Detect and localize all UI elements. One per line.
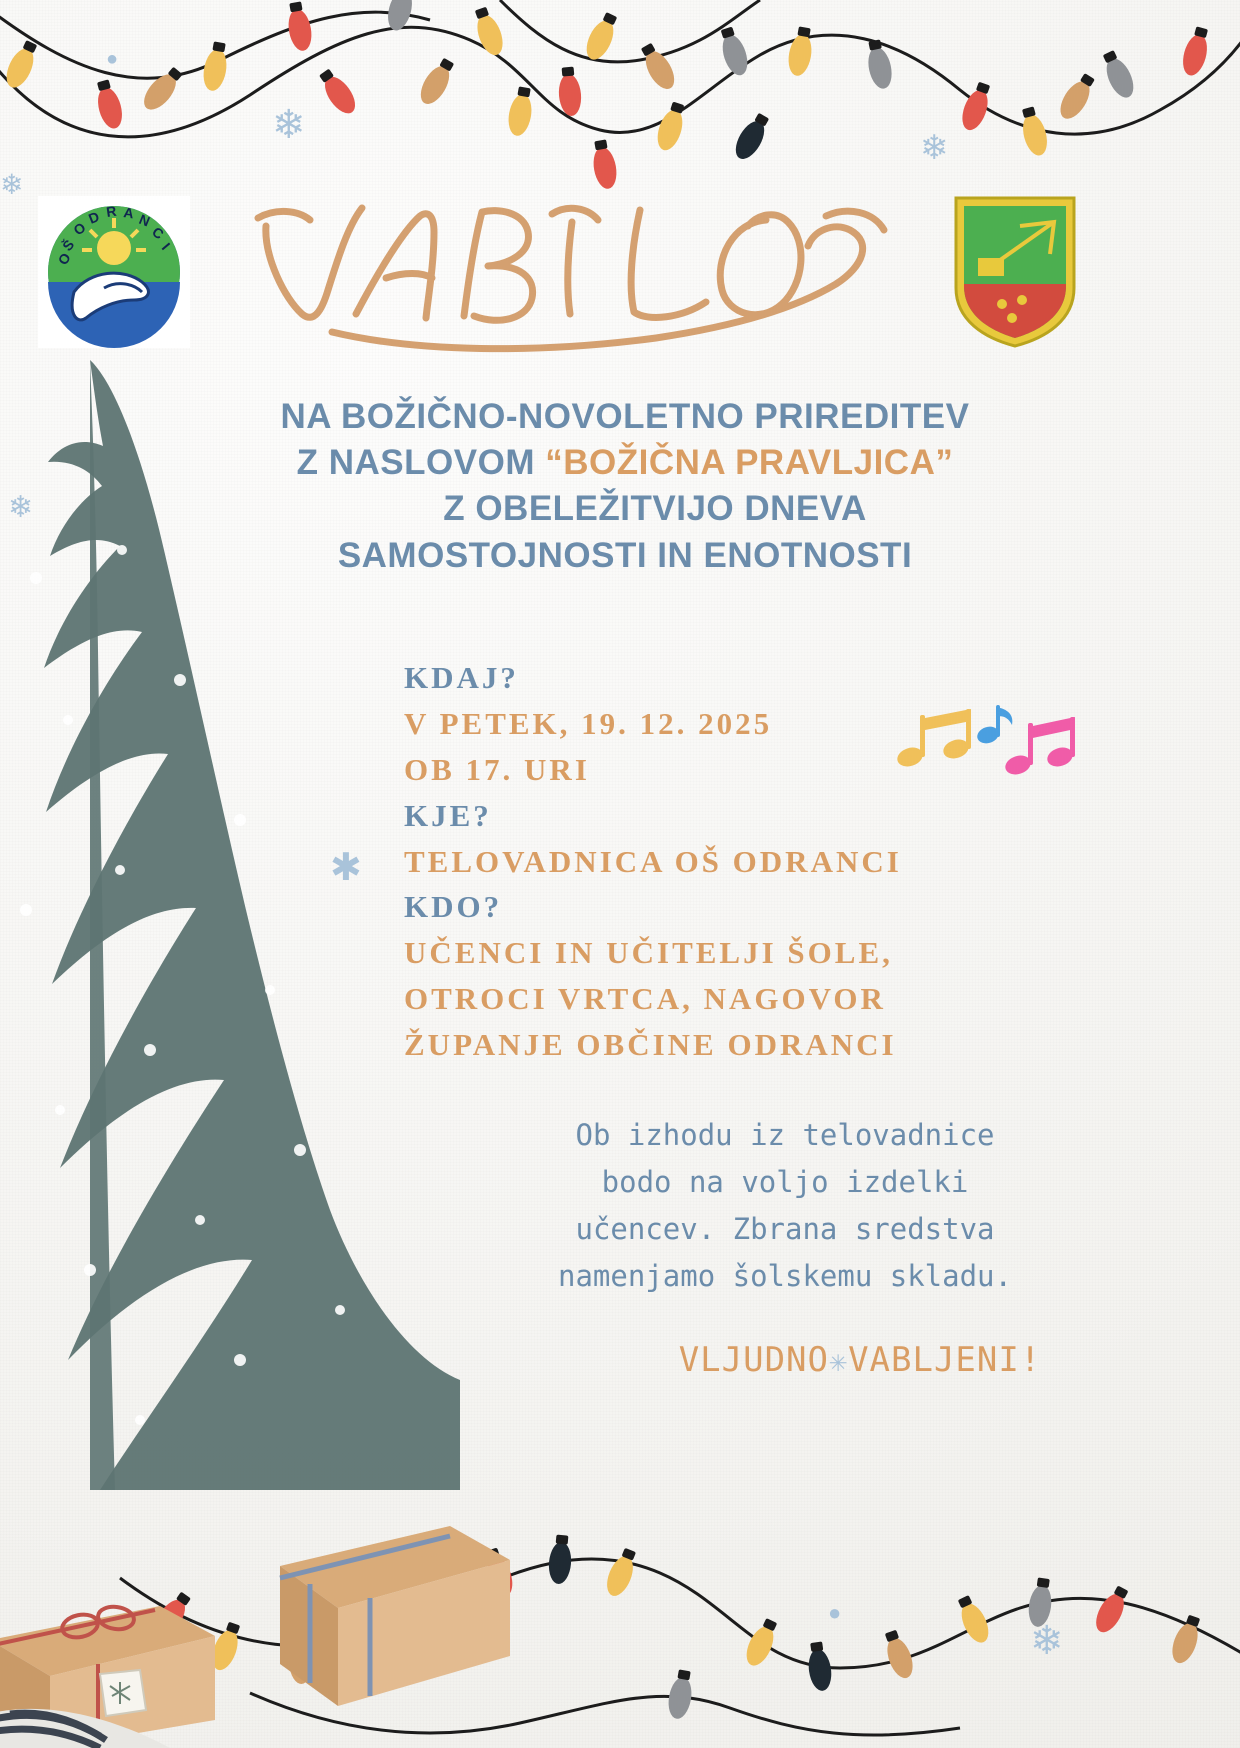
closing-left: VLJUDNO: [678, 1340, 829, 1380]
municipality-coat-of-arms: [950, 192, 1080, 352]
svg-text:I: I: [158, 239, 174, 253]
note-line-1: Ob izhodu iz telovadnice: [575, 1118, 995, 1152]
snowflake-icon: ❄: [920, 129, 949, 167]
svg-text:A: A: [122, 204, 135, 222]
who-value-1: UČENCI IN UČITELJI ŠOLE,: [404, 935, 893, 971]
snowflake-icon: ❄: [8, 491, 34, 524]
when-value-date: V PETEK, 19. 12. 2025: [404, 705, 773, 741]
page-title: [236, 186, 916, 356]
who-value-3: ŽUPANJE OBČINE ODRANCI: [404, 1027, 897, 1062]
school-logo: [38, 196, 190, 348]
svg-text:D: D: [86, 208, 102, 227]
when-label: KDAJ?: [404, 660, 519, 695]
headline-block: [150, 394, 1100, 579]
gift-boxes-icon: [0, 1448, 520, 1748]
snowflake-icon: ✳: [829, 1344, 849, 1379]
snowflake-icon: ●: [828, 1600, 842, 1625]
svg-text:O: O: [54, 250, 74, 268]
headline-line-2: [150, 440, 1100, 486]
note-line-2: bodo na voljo izdelki: [601, 1164, 969, 1199]
snowflake-icon: ✱: [330, 847, 362, 889]
svg-text:Š: Š: [59, 236, 78, 254]
string-lights-icon: [0, 0, 1240, 210]
headline-line-2-prefix: Z NASLOVOM: [296, 443, 546, 483]
music-notes-icon: [896, 705, 1076, 775]
headline-line-4: SAMOSTOJNOSTI IN ENOTNOSTI: [337, 535, 913, 575]
where-label: KJE?: [404, 797, 492, 833]
when-value-time: OB 17. URI: [404, 751, 590, 787]
snowflake-icon: ❄: [272, 103, 306, 147]
note-line-3: učencev. Zbrana sredstva: [575, 1211, 995, 1246]
headline-line-3: Z OBELEŽITVIJO DNEVA: [443, 489, 867, 529]
note-block: [480, 1112, 1090, 1300]
headline-line-1: NA BOŽIČNO-NOVOLETNO PRIREDITEV: [280, 397, 970, 436]
svg-text:O: O: [70, 219, 89, 239]
where-value: TELOVADNICA OŠ ODRANCI: [404, 843, 902, 879]
svg-text:N: N: [136, 210, 153, 230]
headline-event-name: “BOŽIČNA PRAVLJICA”: [545, 443, 954, 483]
closing-line: [620, 1340, 1100, 1380]
closing-right: VABLJENI!: [848, 1340, 1042, 1380]
who-value-2: OTROCI VRTCA, NAGOVOR: [404, 981, 886, 1017]
who-label: KDO?: [404, 889, 503, 925]
snowflake-icon: ❄: [0, 169, 24, 200]
event-details: [404, 655, 1084, 1068]
note-line-4: namenjamo šolskemu skladu.: [558, 1258, 1012, 1293]
snowflake-icon: ❄: [1030, 1619, 1064, 1663]
snowflake-icon: ●: [106, 48, 119, 70]
svg-text:C: C: [149, 223, 167, 243]
svg-text:R: R: [105, 202, 118, 220]
